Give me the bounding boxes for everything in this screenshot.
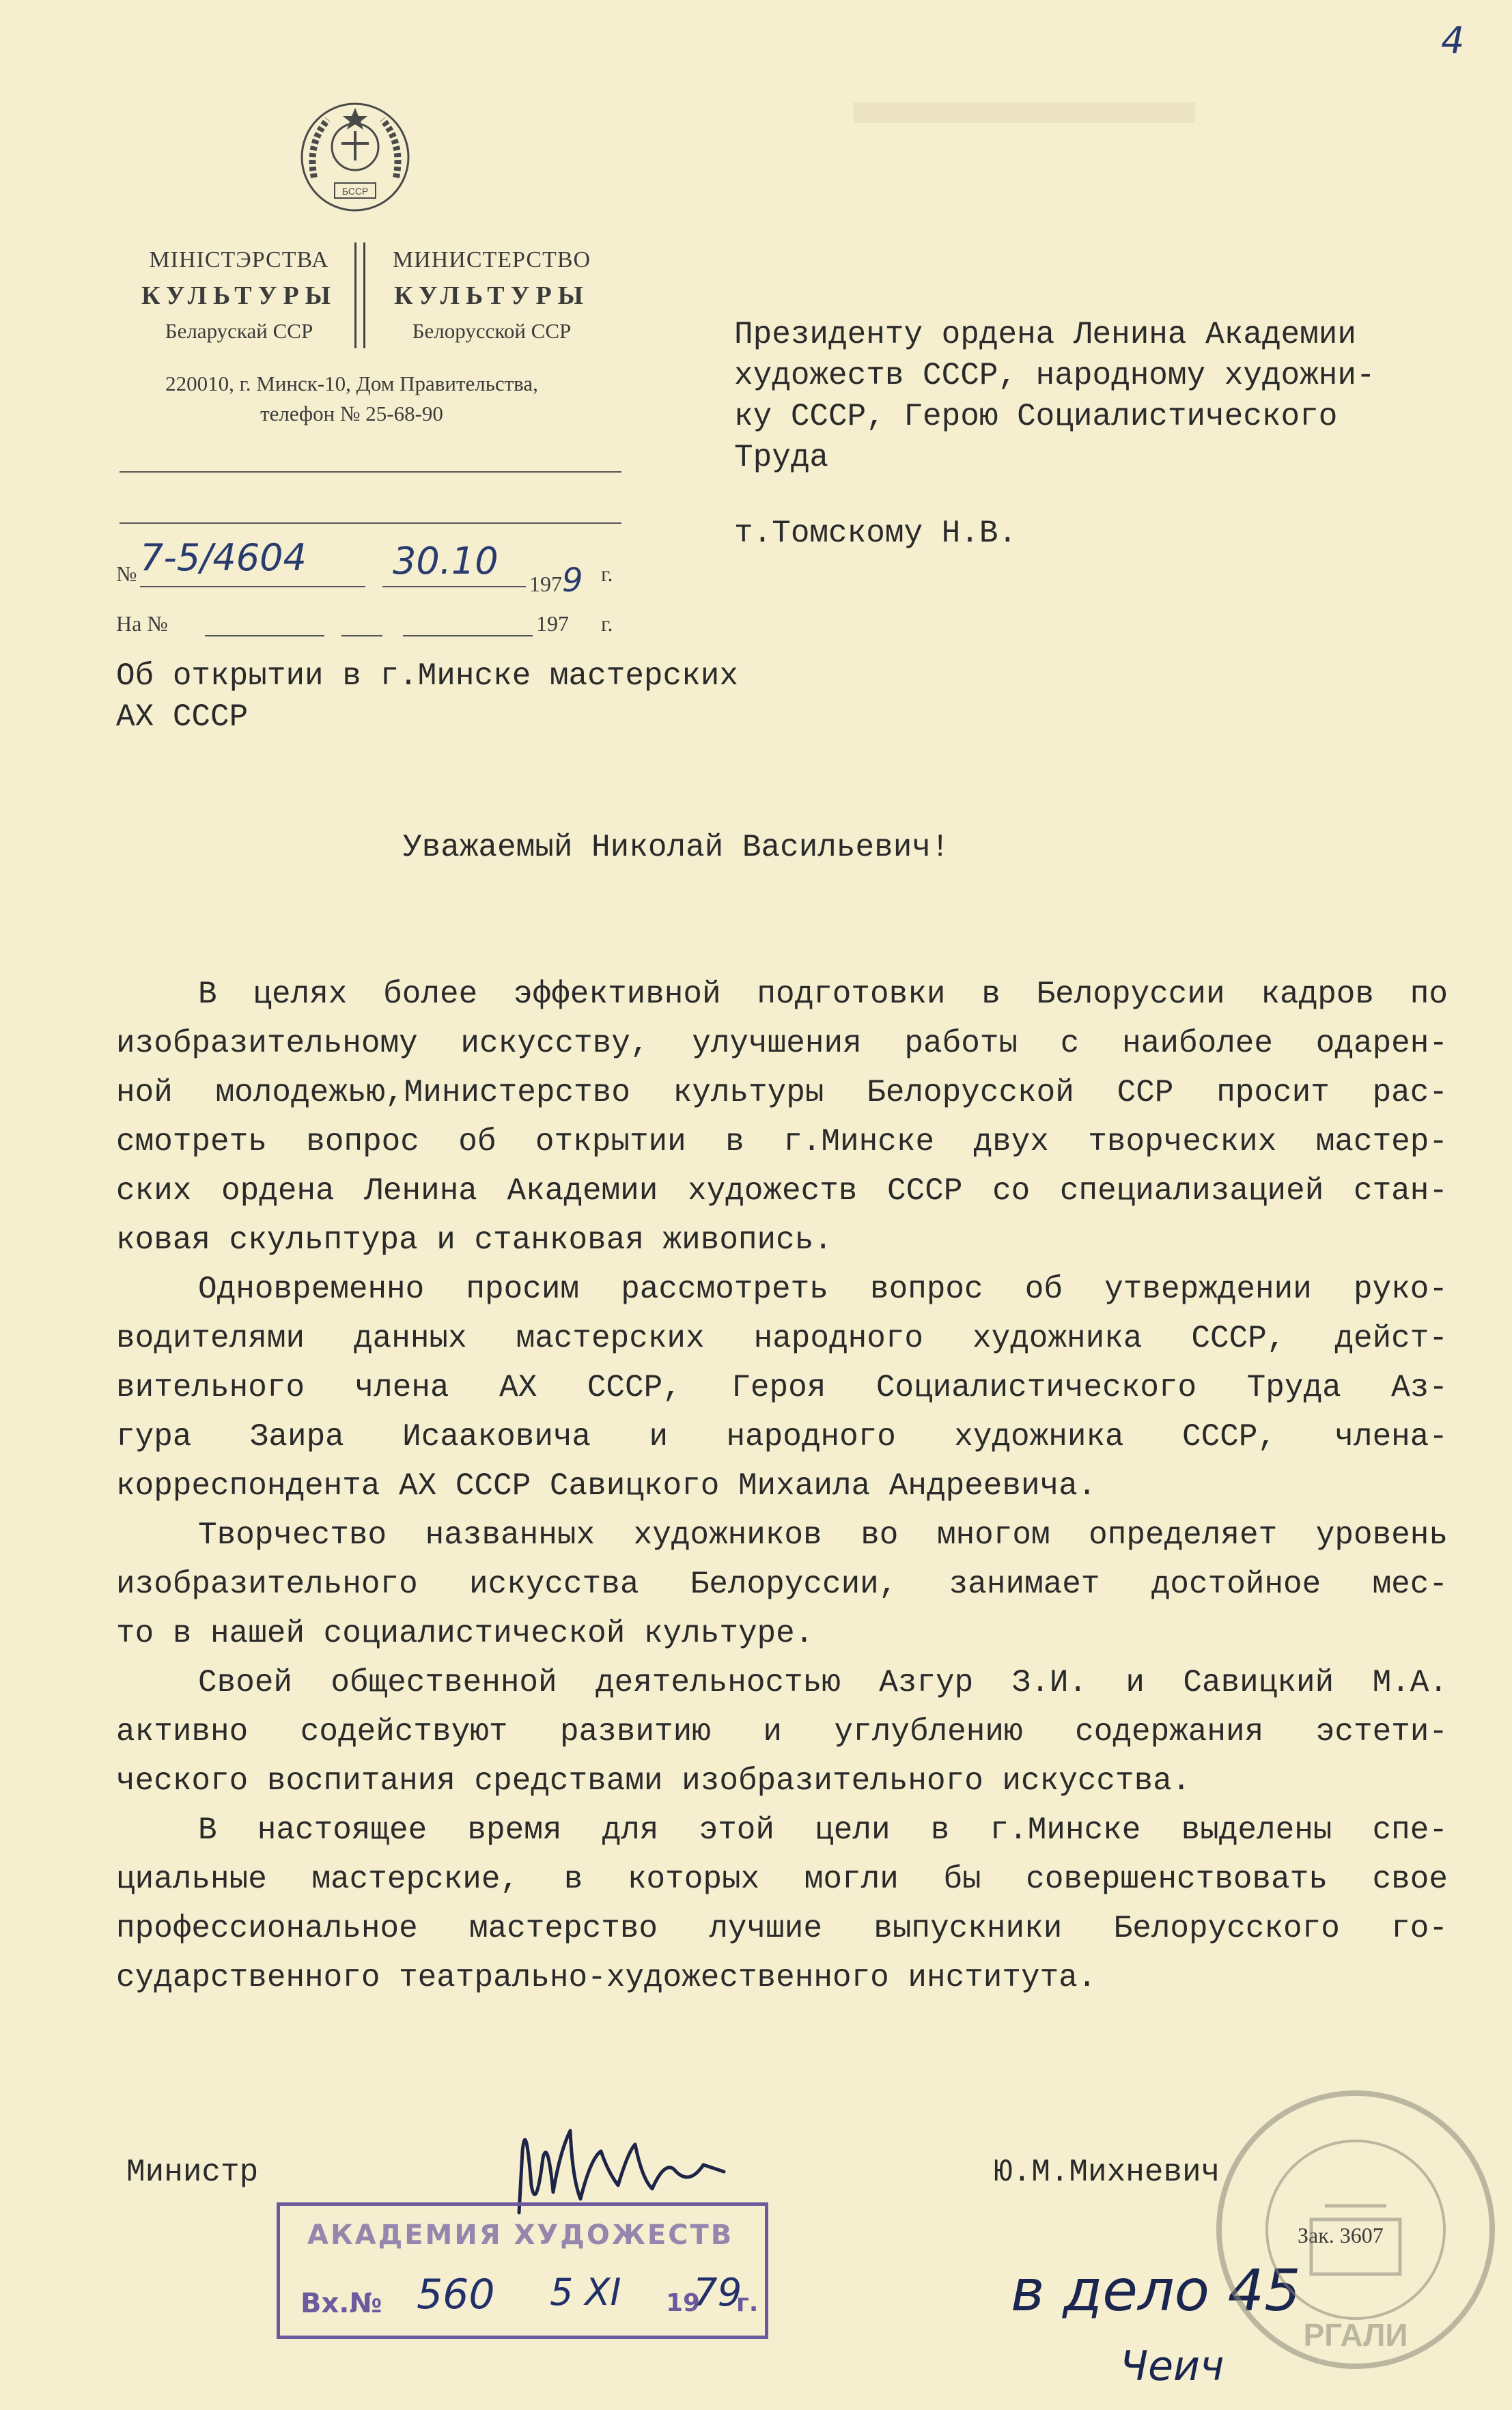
emblem-label: БССР <box>341 186 369 197</box>
letterhead-left-line1: МІНІСТЭРСТВА <box>149 247 329 272</box>
body-line: изобразительному искусству, улучшения работы с наиболее одарен- <box>116 1026 1448 1061</box>
stamp-year-prefix: 19 <box>666 2289 701 2317</box>
addressee-line-4: Труда <box>734 440 829 475</box>
subject-line-1: Об открытии в г.Минске мастерских <box>116 658 738 694</box>
body-line: ческого воспитания средствами изобразительного искусства. <box>116 1763 1191 1799</box>
paragraph-3 <box>116 1511 1448 1658</box>
letterhead-left-line3: Беларускай ССР <box>165 319 313 343</box>
addressee-line-2: художеств СССР, народному художни- <box>734 358 1375 393</box>
letterhead-divider <box>354 242 365 348</box>
subject-block <box>116 656 738 738</box>
stamp-in-label: Вх.№ <box>300 2288 382 2319</box>
letterhead-right-line3: Белорусской ССР <box>412 319 572 343</box>
letterhead-right-line1: МИНИСТЕРСТВО <box>392 247 591 272</box>
salutation: Уважаемый Николай Васильевич! <box>403 830 950 865</box>
body-line: В целях более эффективной подготовки в Белоруссии кадров по <box>198 977 1448 1012</box>
paragraph-2 <box>116 1265 1448 1511</box>
letterhead-rule-2 <box>120 522 621 524</box>
ref-number-underline <box>140 586 365 587</box>
incoming-ref-underline-3 <box>403 635 533 636</box>
bleed-through-ghost <box>854 102 1195 123</box>
body-line: ковая скульптура и станковая живопись. <box>116 1222 832 1258</box>
incoming-ref-underline-1 <box>205 635 324 636</box>
incoming-stamp <box>277 2202 768 2339</box>
letter-body <box>116 970 1448 2002</box>
address-line-2: телефон № 25-68-90 <box>260 402 443 425</box>
incoming-ref-year: 197 <box>536 611 569 636</box>
body-line: смотреть вопрос об открытии в г.Минске двух творческих мастер- <box>116 1124 1448 1160</box>
body-line: Творчество названных художников во многом определяет уровень <box>198 1517 1448 1553</box>
addressee-line-1: Президенту ордена Ленина Академии <box>734 317 1356 352</box>
body-line: гура Заира Исааковича и народного художника СССР, члена- <box>116 1419 1448 1455</box>
body-line: ских ордена Ленина Академии художеств СССР со специализацией стан- <box>116 1173 1448 1209</box>
ref-year-suffix: 9 <box>562 561 583 600</box>
signatory-name: Ю.М.Михневич <box>994 2155 1220 2190</box>
body-line: сударственного театрально-художественного института. <box>116 1960 1097 1995</box>
ref-date-underline <box>382 586 526 587</box>
addressee-block <box>734 314 1458 478</box>
body-line: Одновременно просим рассмотреть вопрос об утверждении руко- <box>198 1272 1448 1307</box>
subject-line-2: АХ СССР <box>116 699 249 735</box>
stamp-year-suffix: 79 <box>693 2271 742 2315</box>
paragraph-4 <box>116 1658 1448 1806</box>
order-number: Зак. 3607 <box>1298 2223 1384 2247</box>
stamp-institution: АКАДЕМИЯ ХУДОЖЕСТВ <box>307 2219 734 2251</box>
body-line: ной молодежью,Министерство культуры Белорусской ССР просит рас- <box>116 1075 1448 1110</box>
seal-label: РГАЛИ <box>1303 2317 1408 2353</box>
letterhead-russian <box>379 242 604 349</box>
ref-year-prefix: 197 <box>529 572 562 596</box>
paragraph-1 <box>116 970 1448 1265</box>
letterhead-right-line2: КУЛЬТУРЫ <box>393 281 589 310</box>
archive-seal-icon <box>1209 2083 1502 2377</box>
outgoing-ref-number: 7-5/4604 <box>140 536 307 579</box>
outgoing-ref-date: 30.10 <box>393 540 499 583</box>
body-line: активно содействуют развитию и углублению содержания эстети- <box>116 1714 1448 1750</box>
letterhead-belarusian <box>126 242 352 349</box>
handwritten-initials: Чеич <box>1120 2342 1224 2390</box>
stamp-in-date: 5 XI <box>550 2271 621 2314</box>
body-line: Своей общественной деятельностью Азгур З.И. и Савицкий М.А. <box>198 1665 1448 1700</box>
body-line: корреспондента АХ СССР Савицкого Михаила Андреевича. <box>116 1468 1097 1504</box>
stamp-year-end: г. <box>736 2289 759 2317</box>
outgoing-ref-label: № <box>116 561 137 586</box>
outgoing-ref-year <box>529 561 583 600</box>
incoming-ref-year-end: г. <box>601 611 613 636</box>
stamp-in-number: 560 <box>417 2271 495 2318</box>
letterhead-left-line2: КУЛЬТУРЫ <box>141 281 337 310</box>
page-number: 4 <box>1441 19 1465 62</box>
body-line: водителями данных мастерских народного художника СССР, дейст- <box>116 1321 1448 1356</box>
ref-year-end: г. <box>601 561 613 586</box>
paragraph-5 <box>116 1806 1448 2002</box>
body-line: В настоящее время для этой цели в г.Минске выделены спе- <box>198 1812 1448 1848</box>
incoming-ref-underline-2 <box>341 635 382 636</box>
addressee-line-3: ку СССР, Герою Социалистического <box>734 399 1338 434</box>
addressee-name: т.Томскому Н.В. <box>734 516 1018 551</box>
letterhead-rule-1 <box>120 471 621 473</box>
body-line: вительного члена АХ СССР, Героя Социалистического Труда Аз- <box>116 1370 1448 1405</box>
body-line: изобразительного искусства Белоруссии, занимает достойное мес- <box>116 1567 1448 1602</box>
body-line: циальные мастерские, в которых могли бы совершенствовать свое <box>116 1862 1448 1897</box>
bssr-emblem-icon <box>294 96 417 219</box>
address-line-1: 220010, г. Минск-10, Дом Правительства, <box>165 372 538 395</box>
body-line: то в нашей социалистической культуре. <box>116 1616 814 1651</box>
letterhead-address <box>106 369 598 429</box>
signatory-title: Министр <box>126 2155 259 2190</box>
body-line: профессиональное мастерство лучшие выпускники Белорусского го- <box>116 1911 1448 1946</box>
incoming-ref-label: На № <box>116 611 168 636</box>
filing-annotation: в дело 45 <box>1011 2257 1301 2324</box>
